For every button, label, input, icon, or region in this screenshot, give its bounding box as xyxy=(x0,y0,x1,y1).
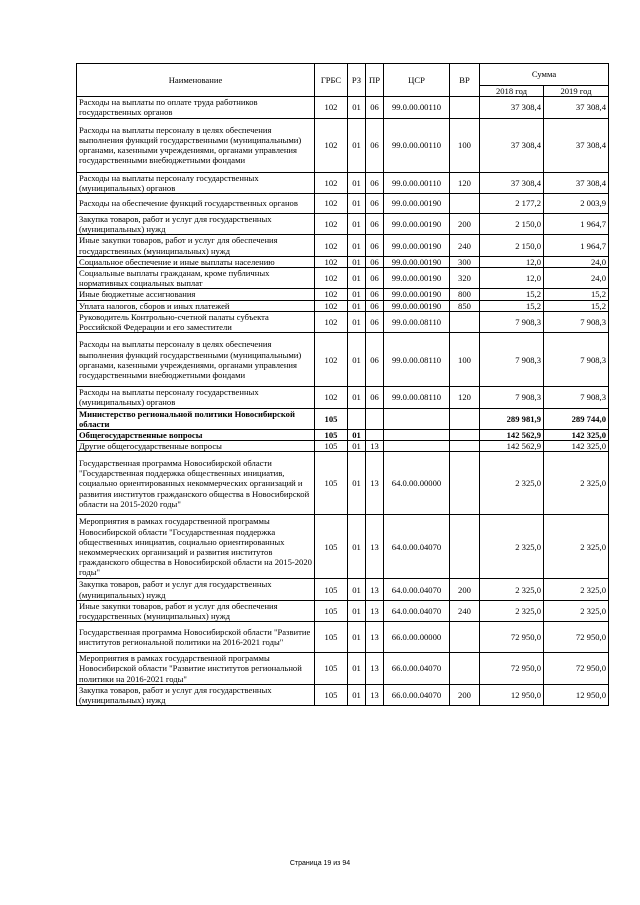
table-cell-name: Закупка товаров, работ и услуг для государственных (муниципальных) нужд xyxy=(77,684,315,705)
table-row xyxy=(77,311,609,332)
table-cell-csr: 99.0.00.08110 xyxy=(384,333,450,387)
table-cell-pr: 06 xyxy=(366,311,384,332)
table-cell-rz: 01 xyxy=(348,600,366,621)
table-cell-name: Руководитель Контрольно-счетной палаты субъекта Российской Федерации и его заместители xyxy=(77,311,315,332)
table-cell-grbs: 102 xyxy=(315,194,348,214)
header-rz: РЗ xyxy=(348,64,366,97)
table-cell-vr: 100 xyxy=(450,333,480,387)
table-cell-pr: 06 xyxy=(366,333,384,387)
table-cell-grbs: 102 xyxy=(315,387,348,408)
table-cell-vr xyxy=(450,622,480,653)
table-cell-pr: 13 xyxy=(366,653,384,685)
table-row xyxy=(77,289,609,300)
table-cell-csr: 99.0.00.00190 xyxy=(384,256,450,267)
table-cell-2018: 37 308,4 xyxy=(480,118,544,172)
table-cell-name: Социальные выплаты гражданам, кроме публичных нормативных социальных выплат xyxy=(77,268,315,289)
table-cell-2019: 7 908,3 xyxy=(544,311,609,332)
table-cell-rz xyxy=(348,408,366,429)
table-cell-pr: 06 xyxy=(366,214,384,235)
table-cell-pr: 06 xyxy=(366,256,384,267)
table-cell-2018: 15,2 xyxy=(480,289,544,300)
header-csr: ЦСР xyxy=(384,64,450,97)
table-cell-2019: 142 325,0 xyxy=(544,430,609,441)
table-cell-2019: 2 325,0 xyxy=(544,600,609,621)
table-cell-2018: 72 950,0 xyxy=(480,622,544,653)
table-cell-2019: 37 308,4 xyxy=(544,172,609,193)
table-cell-2018: 2 325,0 xyxy=(480,452,544,515)
table-cell-csr: 64.0.00.04070 xyxy=(384,579,450,600)
table-cell-rz: 01 xyxy=(348,97,366,118)
table-cell-2018: 7 908,3 xyxy=(480,333,544,387)
table-row xyxy=(77,515,609,579)
table-cell-2018: 37 308,4 xyxy=(480,172,544,193)
table-cell-pr: 13 xyxy=(366,515,384,579)
header-vr: ВР xyxy=(450,64,480,97)
table-cell-vr: 200 xyxy=(450,214,480,235)
table-cell-vr xyxy=(450,408,480,429)
table-cell-grbs: 105 xyxy=(315,684,348,705)
table-cell-rz: 01 xyxy=(348,118,366,172)
table-cell-csr: 64.0.00.00000 xyxy=(384,452,450,515)
table-cell-vr xyxy=(450,311,480,332)
table-row xyxy=(77,118,609,172)
table-cell-rz: 01 xyxy=(348,579,366,600)
table-row xyxy=(77,256,609,267)
table-cell-2018: 2 325,0 xyxy=(480,600,544,621)
table-cell-grbs: 105 xyxy=(315,430,348,441)
table-cell-csr: 66.0.00.00000 xyxy=(384,622,450,653)
table-cell-rz: 01 xyxy=(348,214,366,235)
table-cell-2018: 12,0 xyxy=(480,268,544,289)
table-cell-2019: 142 325,0 xyxy=(544,441,609,452)
table-cell-csr: 99.0.00.00190 xyxy=(384,300,450,311)
table-cell-grbs: 102 xyxy=(315,172,348,193)
table-cell-csr xyxy=(384,430,450,441)
table-cell-rz: 01 xyxy=(348,430,366,441)
table-cell-2019: 7 908,3 xyxy=(544,333,609,387)
table-cell-2018: 2 150,0 xyxy=(480,214,544,235)
table-cell-2018: 12 950,0 xyxy=(480,684,544,705)
table-cell-2018: 37 308,4 xyxy=(480,97,544,118)
table-cell-vr xyxy=(450,97,480,118)
table-cell-pr: 06 xyxy=(366,97,384,118)
table-cell-2019: 7 908,3 xyxy=(544,387,609,408)
table-cell-rz: 01 xyxy=(348,300,366,311)
table-cell-csr: 99.0.00.00190 xyxy=(384,214,450,235)
page-number: Страница 19 из 94 xyxy=(289,860,351,867)
header-name: Наименование xyxy=(77,64,315,97)
table-cell-vr: 120 xyxy=(450,387,480,408)
table-cell-name: Расходы на обеспечение функций государственных органов xyxy=(77,194,315,214)
table-cell-csr: 64.0.00.04070 xyxy=(384,600,450,621)
header-pr: ПР xyxy=(366,64,384,97)
table-cell-2019: 37 308,4 xyxy=(544,118,609,172)
table-cell-grbs: 102 xyxy=(315,289,348,300)
table-cell-name: Иные закупки товаров, работ и услуг для обеспечения государственных (муниципальных) нужд xyxy=(77,600,315,621)
table-row xyxy=(77,579,609,600)
table-cell-csr: 66.0.00.04070 xyxy=(384,653,450,685)
table-cell-rz: 01 xyxy=(348,256,366,267)
table-cell-2018: 2 325,0 xyxy=(480,579,544,600)
table-cell-vr xyxy=(450,430,480,441)
table-cell-2018: 12,0 xyxy=(480,256,544,267)
table-cell-vr xyxy=(450,653,480,685)
table-cell-name: Социальное обеспечение и иные выплаты населению xyxy=(77,256,315,267)
table-row xyxy=(77,653,609,685)
table-cell-rz: 01 xyxy=(348,289,366,300)
table-cell-csr: 99.0.00.00190 xyxy=(384,235,450,256)
table-cell-pr xyxy=(366,408,384,429)
table-cell-2019: 2 325,0 xyxy=(544,452,609,515)
table-cell-rz: 01 xyxy=(348,622,366,653)
table-row xyxy=(77,333,609,387)
table-cell-vr: 800 xyxy=(450,289,480,300)
table-cell-csr xyxy=(384,441,450,452)
header-year-2019: 2019 год xyxy=(544,86,609,97)
table-cell-pr: 13 xyxy=(366,579,384,600)
table-cell-pr: 13 xyxy=(366,441,384,452)
table-cell-grbs: 105 xyxy=(315,515,348,579)
table-cell-vr: 120 xyxy=(450,172,480,193)
table-cell-grbs: 105 xyxy=(315,408,348,429)
table-cell-rz: 01 xyxy=(348,441,366,452)
table-cell-csr: 64.0.00.04070 xyxy=(384,515,450,579)
header-grbs: ГРБС xyxy=(315,64,348,97)
table-cell-grbs: 105 xyxy=(315,622,348,653)
table-cell-grbs: 102 xyxy=(315,118,348,172)
table-cell-2019: 289 744,0 xyxy=(544,408,609,429)
table-cell-rz: 01 xyxy=(348,172,366,193)
table-cell-name: Мероприятия в рамках государственной программы Новосибирской области "Развитие институтов региональной политики на 2016-2021 годы" xyxy=(77,653,315,685)
table-row xyxy=(77,214,609,235)
table-cell-rz: 01 xyxy=(348,194,366,214)
table-cell-vr: 200 xyxy=(450,579,480,600)
table-cell-pr: 13 xyxy=(366,452,384,515)
table-row xyxy=(77,97,609,118)
table-cell-2018: 15,2 xyxy=(480,300,544,311)
table-cell-2019: 15,2 xyxy=(544,289,609,300)
table-cell-pr: 06 xyxy=(366,289,384,300)
table-row xyxy=(77,441,609,452)
table-row xyxy=(77,452,609,515)
table-cell-name: Закупка товаров, работ и услуг для государственных (муниципальных) нужд xyxy=(77,214,315,235)
table-cell-2018: 289 981,9 xyxy=(480,408,544,429)
table-cell-2018: 2 177,2 xyxy=(480,194,544,214)
table-cell-vr: 240 xyxy=(450,600,480,621)
table-row xyxy=(77,622,609,653)
table-cell-vr xyxy=(450,452,480,515)
table-cell-grbs: 102 xyxy=(315,214,348,235)
table-cell-grbs: 102 xyxy=(315,311,348,332)
table-cell-csr: 66.0.00.04070 xyxy=(384,684,450,705)
budget-table xyxy=(76,63,609,706)
table-cell-grbs: 105 xyxy=(315,653,348,685)
table-cell-rz: 01 xyxy=(348,515,366,579)
table-cell-2019: 37 308,4 xyxy=(544,97,609,118)
table-cell-2019: 72 950,0 xyxy=(544,622,609,653)
table-cell-name: Закупка товаров, работ и услуг для государственных (муниципальных) нужд xyxy=(77,579,315,600)
table-cell-csr: 99.0.00.00190 xyxy=(384,194,450,214)
table-cell-2019: 24,0 xyxy=(544,268,609,289)
table-cell-vr: 300 xyxy=(450,256,480,267)
table-cell-name: Государственная программа Новосибирской области "Развитие институтов региональной политики на 2016-2021 годы" xyxy=(77,622,315,653)
table-cell-name: Государственная программа Новосибирской области "Государственная поддержка общественных инициатив, социально ориентированных некоммерческих организаций и развития институтов гражданского общества в Новосибирской области на 2015-2020 годы" xyxy=(77,452,315,515)
table-cell-2019: 2 003,9 xyxy=(544,194,609,214)
table-cell-grbs: 102 xyxy=(315,235,348,256)
table-cell-name: Министерство региональной политики Новосибирской области xyxy=(77,408,315,429)
table-cell-vr xyxy=(450,515,480,579)
table-row xyxy=(77,600,609,621)
table-cell-csr: 99.0.00.00110 xyxy=(384,172,450,193)
table-row xyxy=(77,300,609,311)
table-cell-csr: 99.0.00.08110 xyxy=(384,311,450,332)
table-cell-rz: 01 xyxy=(348,653,366,685)
table-row xyxy=(77,684,609,705)
table-cell-name: Иные бюджетные ассигнования xyxy=(77,289,315,300)
table-cell-grbs: 102 xyxy=(315,256,348,267)
table-cell-csr: 99.0.00.00190 xyxy=(384,289,450,300)
table-row xyxy=(77,172,609,193)
table-cell-pr: 13 xyxy=(366,622,384,653)
table-cell-rz: 01 xyxy=(348,311,366,332)
table-row xyxy=(77,235,609,256)
table-cell-2019: 72 950,0 xyxy=(544,653,609,685)
table-cell-2018: 72 950,0 xyxy=(480,653,544,685)
table-cell-pr: 13 xyxy=(366,600,384,621)
table-cell-pr: 13 xyxy=(366,684,384,705)
table-row xyxy=(77,268,609,289)
table-row xyxy=(77,430,609,441)
table-cell-name: Расходы на выплаты персоналу в целях обеспечения выполнения функций государственными (муниципальными) органами, казенными учреждениями, органами управления государственными внебюджетными фондами xyxy=(77,118,315,172)
table-body xyxy=(77,97,609,706)
table-cell-2018: 142 562,9 xyxy=(480,430,544,441)
table-cell-name: Расходы на выплаты по оплате труда работников государственных органов xyxy=(77,97,315,118)
table-cell-name: Расходы на выплаты персоналу государственных (муниципальных) органов xyxy=(77,387,315,408)
table-cell-pr: 06 xyxy=(366,172,384,193)
table-cell-2019: 1 964,7 xyxy=(544,235,609,256)
table-cell-grbs: 105 xyxy=(315,579,348,600)
table-cell-vr: 320 xyxy=(450,268,480,289)
table-cell-csr: 99.0.00.08110 xyxy=(384,387,450,408)
table-cell-pr: 06 xyxy=(366,118,384,172)
table-cell-pr: 06 xyxy=(366,268,384,289)
table-cell-vr xyxy=(450,194,480,214)
table-cell-vr xyxy=(450,441,480,452)
table-cell-csr: 99.0.00.00110 xyxy=(384,118,450,172)
table-cell-rz: 01 xyxy=(348,684,366,705)
table-cell-csr xyxy=(384,408,450,429)
table-cell-2018: 2 150,0 xyxy=(480,235,544,256)
table-cell-csr: 99.0.00.00110 xyxy=(384,97,450,118)
table-cell-2019: 1 964,7 xyxy=(544,214,609,235)
table-cell-vr: 850 xyxy=(450,300,480,311)
table-cell-csr: 99.0.00.00190 xyxy=(384,268,450,289)
table-row xyxy=(77,408,609,429)
table-cell-2019: 2 325,0 xyxy=(544,579,609,600)
table-cell-2019: 12 950,0 xyxy=(544,684,609,705)
table-cell-grbs: 102 xyxy=(315,333,348,387)
table-cell-pr xyxy=(366,430,384,441)
table-cell-vr: 200 xyxy=(450,684,480,705)
header-year-2018: 2018 год xyxy=(480,86,544,97)
table-cell-2018: 142 562,9 xyxy=(480,441,544,452)
table-cell-rz: 01 xyxy=(348,235,366,256)
table-row xyxy=(77,387,609,408)
table-cell-grbs: 105 xyxy=(315,441,348,452)
table-cell-rz: 01 xyxy=(348,268,366,289)
table-cell-grbs: 102 xyxy=(315,268,348,289)
table-cell-vr: 240 xyxy=(450,235,480,256)
table-cell-name: Иные закупки товаров, работ и услуг для обеспечения государственных (муниципальных) нужд xyxy=(77,235,315,256)
table-cell-name: Расходы на выплаты персоналу в целях обеспечения выполнения функций государственными (муниципальными) органами, казенными учреждениями, органами управления государственными внебюджетными фондами xyxy=(77,333,315,387)
table-cell-rz: 01 xyxy=(348,387,366,408)
table-cell-grbs: 105 xyxy=(315,600,348,621)
table-cell-vr: 100 xyxy=(450,118,480,172)
table-cell-grbs: 105 xyxy=(315,452,348,515)
table-cell-grbs: 102 xyxy=(315,97,348,118)
table-cell-name: Другие общегосударственные вопросы xyxy=(77,441,315,452)
table-cell-pr: 06 xyxy=(366,235,384,256)
table-row xyxy=(77,194,609,214)
table-cell-rz: 01 xyxy=(348,333,366,387)
header-sum: Сумма xyxy=(480,64,609,86)
table-cell-rz: 01 xyxy=(348,452,366,515)
table-cell-2019: 2 325,0 xyxy=(544,515,609,579)
table-cell-name: Мероприятия в рамках государственной программы Новосибирской области "Государственная поддержка общественных инициатив, социально ориентированных некоммерческих организаций и развития институтов гражданского общества в Новосибирской области на 2015-2020 годы" xyxy=(77,515,315,579)
table-cell-pr: 06 xyxy=(366,387,384,408)
table-cell-pr: 06 xyxy=(366,194,384,214)
table-cell-2018: 7 908,3 xyxy=(480,387,544,408)
table-cell-pr: 06 xyxy=(366,300,384,311)
table-cell-name: Уплата налогов, сборов и иных платежей xyxy=(77,300,315,311)
table-cell-grbs: 102 xyxy=(315,300,348,311)
table-cell-2019: 15,2 xyxy=(544,300,609,311)
table-cell-2019: 24,0 xyxy=(544,256,609,267)
table-cell-name: Расходы на выплаты персоналу государственных (муниципальных) органов xyxy=(77,172,315,193)
table-cell-2018: 2 325,0 xyxy=(480,515,544,579)
table-cell-2018: 7 908,3 xyxy=(480,311,544,332)
table-cell-name: Общегосударственные вопросы xyxy=(77,430,315,441)
